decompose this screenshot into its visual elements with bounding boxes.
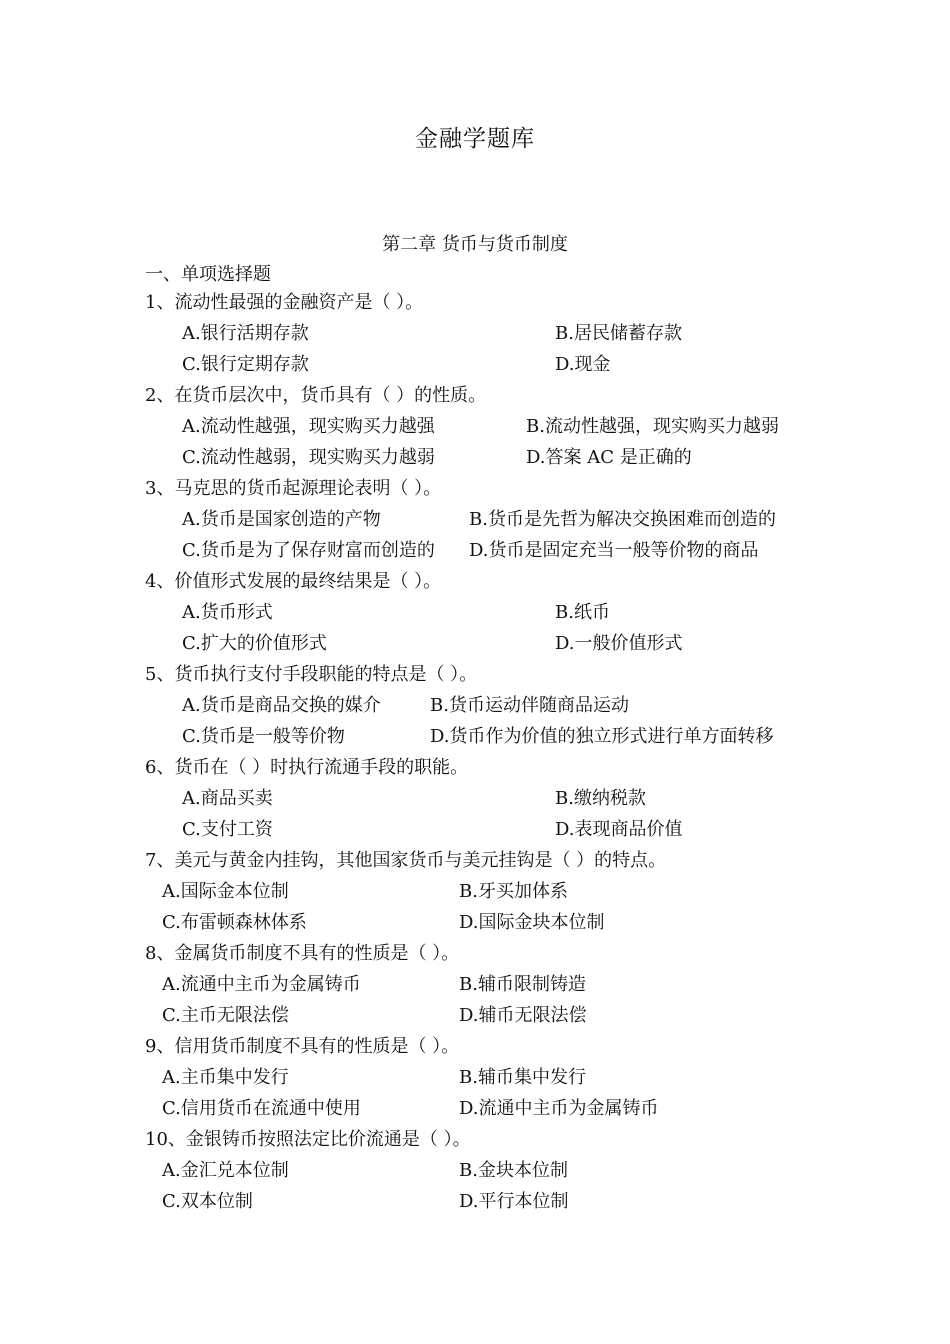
option-b: B.辅币限制铸造 <box>459 974 586 995</box>
option-c: C.支付工资 <box>182 819 273 840</box>
option-c: C.双本位制 <box>162 1191 253 1212</box>
option-b: B.流动性越强，现实购买力越弱 <box>526 416 779 437</box>
question-stem: 2、在货币层次中，货币具有（ ）的性质。 <box>145 385 487 406</box>
option-b: B.牙买加体系 <box>459 881 568 902</box>
option-b: B.货币运动伴随商品运动 <box>430 695 629 716</box>
option-a: A.流通中主币为金属铸币 <box>162 974 361 995</box>
option-c: C.主币无限法偿 <box>162 1005 289 1026</box>
option-b: B.缴纳税款 <box>555 788 646 809</box>
option-b: B.纸币 <box>555 602 610 623</box>
question-stem: 6、货币在（ ）时执行流通手段的职能。 <box>145 757 469 778</box>
section-heading: 一、单项选择题 <box>145 264 271 285</box>
option-d: D.表现商品价值 <box>555 819 683 840</box>
option-d: D.答案 AC 是正确的 <box>526 447 692 468</box>
option-d: D.一般价值形式 <box>555 633 683 654</box>
question-stem: 9、信用货币制度不具有的性质是（ ）。 <box>145 1036 460 1057</box>
option-c: C.信用货币在流通中使用 <box>162 1098 361 1119</box>
option-c: C.货币是一般等价物 <box>182 726 345 747</box>
option-a: A.银行活期存款 <box>182 323 309 344</box>
document-title: 金融学题库 <box>415 126 535 152</box>
question-stem: 5、货币执行支付手段职能的特点是（ ）。 <box>145 664 478 685</box>
option-d: D.平行本位制 <box>459 1191 569 1212</box>
option-d: D.货币作为价值的独立形式进行单方面转移 <box>430 726 774 747</box>
option-a: A.货币形式 <box>182 602 273 623</box>
option-b: B.辅币集中发行 <box>459 1067 586 1088</box>
option-a: A.货币是国家创造的产物 <box>182 509 381 530</box>
option-c: C.流动性越弱，现实购买力越弱 <box>182 447 435 468</box>
chapter-heading: 第二章 货币与货币制度 <box>382 234 568 255</box>
option-a: A.金汇兑本位制 <box>162 1160 289 1181</box>
option-c: C.银行定期存款 <box>182 354 309 375</box>
option-d: D.现金 <box>555 354 611 375</box>
question-stem: 10、金银铸币按照法定比价流通是（ ）。 <box>145 1129 471 1150</box>
option-c: C.布雷顿森林体系 <box>162 912 307 933</box>
option-b: B.金块本位制 <box>459 1160 568 1181</box>
option-c: C.扩大的价值形式 <box>182 633 327 654</box>
option-d: D.流通中主币为金属铸币 <box>459 1098 659 1119</box>
question-stem: 7、美元与黄金内挂钩，其他国家货币与美元挂钩是（ ）的特点。 <box>145 850 667 871</box>
option-a: A.货币是商品交换的媒介 <box>182 695 381 716</box>
option-a: A.流动性越强，现实购买力越强 <box>182 416 435 437</box>
question-stem: 4、价值形式发展的最终结果是（ ）。 <box>145 571 442 592</box>
option-a: A.商品买卖 <box>182 788 273 809</box>
option-b: B.货币是先哲为解决交换困难而创造的 <box>469 509 776 530</box>
option-d: D.国际金块本位制 <box>459 912 605 933</box>
option-a: A.主币集中发行 <box>162 1067 289 1088</box>
question-stem: 1、流动性最强的金融资产是（ ）。 <box>145 292 424 313</box>
option-b: B.居民储蓄存款 <box>555 323 682 344</box>
option-c: C.货币是为了保存财富而创造的 <box>182 540 435 561</box>
option-d: D.货币是固定充当一般等价物的商品 <box>469 540 759 561</box>
option-a: A.国际金本位制 <box>162 881 289 902</box>
question-stem: 8、金属货币制度不具有的性质是（ ）。 <box>145 943 460 964</box>
question-stem: 3、马克思的货币起源理论表明（ ）。 <box>145 478 442 499</box>
option-d: D.辅币无限法偿 <box>459 1005 587 1026</box>
